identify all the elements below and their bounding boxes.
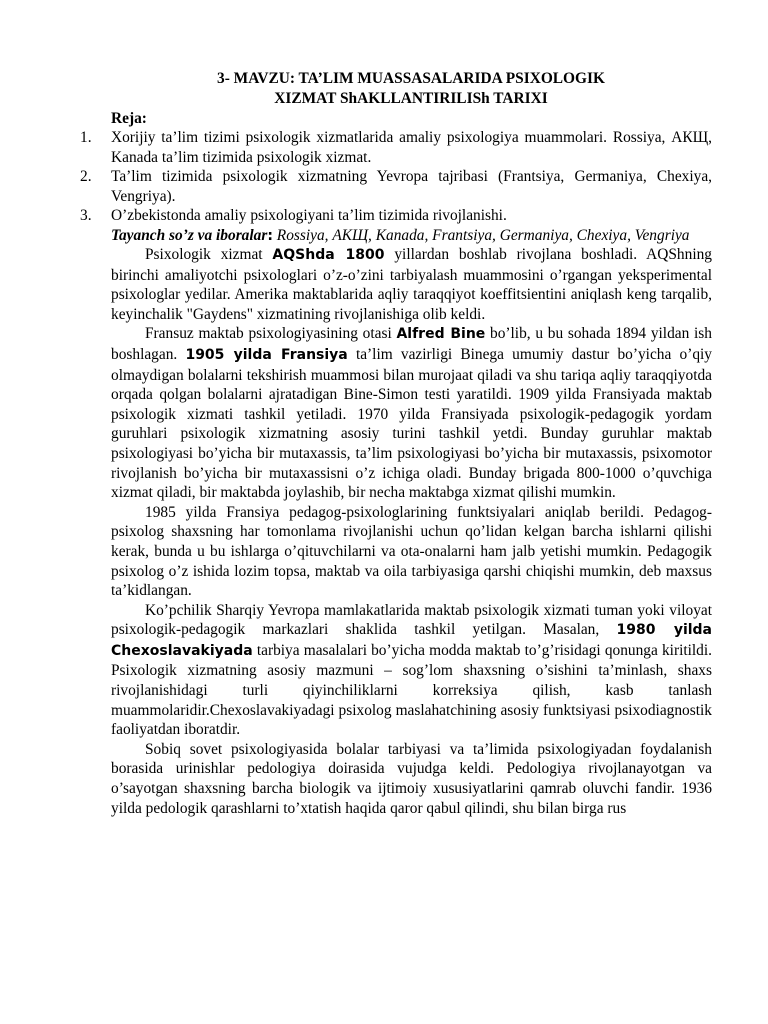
paragraph-text: yillardan boshlab rivojlana boshladi. AQShning birinchi amaliyotchi psixologlari o’z-o’zini tarbiyalash muammosini o’rgangan yeksperimental psixologlar yedilar. Amerika maktablarida aqliy taraqqiyot koeffitsientini aniqlash keng tarqalib, keyinchalik "Gaydens" xizmatining rivojlanishiga olib keldi. — [111, 246, 712, 323]
paragraph-text: 1985 yilda Fransiya pedagog-psixologlarining funktsiyalari aniqlab berildi. Pedagog-psixolog shaxsning har tomonlama rivojlanishi uchun qo’lidan kelgan barcha ishlarni qilishi kerak, bunda u bu ishlarga o’qituvchilarni va ota-onalarni ham jalb yetishi mumkin. Pedagogik psixolog o’z ishida lozim topsa, maktab va oila tarbiyasiga qarshi chiqishi mumkin, deb maxsus ta’kidlangan. — [111, 503, 712, 600]
plan-list — [80, 128, 712, 247]
keywords-label: Tayanch so’z va iboralar — [111, 226, 268, 244]
bold-phrase: Alfred Bine — [396, 326, 486, 343]
keywords-line — [80, 226, 712, 247]
paragraph-1 — [111, 245, 712, 324]
plan-item-number: 2. — [80, 168, 92, 186]
bold-phrase: AQShda 1800 — [272, 247, 385, 263]
paragraph-2 — [111, 324, 712, 502]
keywords-colon: : — [267, 227, 273, 244]
plan-item-number: 1. — [80, 129, 92, 146]
plan-item-text: Xorijiy ta’lim tizimi psixologik xizmatlarida amaliy psixologiya muammolari. Rossiya, АКЩ, Kanada ta’lim tizimida psixologik xizmat. — [111, 129, 712, 166]
document-title — [111, 69, 711, 108]
paragraph-text: Ko’pchilik Sharqiy Yevropa mamlakatlarida maktab psixologik xizmati tuman yoki viloyat psixologik-pedagogik markazlari shaklida tashkil yetilgan. Masalan, — [111, 601, 712, 639]
paragraph-text: ta’lim vazirligi Binega umumiy dastur bo’yicha o’qiy olmaydigan bolalarni tekshirish muammosi bilan murojaat qiladi va shu tariqa aqliy taraqqiyotda orqada qolgan bolalarni ajratadigan Bine-Simon testi yaratildi. 1909 yilda Fransiyada maktab psixologik xizmati tashkil yetiladi. 1970 yilda Fransiyada psixologik-pedagogik yordam guruhlari psixologik xizmatning asosiy turini tashkil yetdi. Bunday guruhlar maktab psixologiyasi bo’yicha bir mutaxassis, ta’lim psixologiyasi bo’yicha bir mutaxassis, psixomotor rivojlanish bo’yicha bir mutaxassisni o’z ichiga oladi. Bunday brigada 800-1000 o’quvchiga xizmat qiladi, bir maktabda joylashib, bir necha maktabga xizmat qilishi mumkin. — [111, 345, 712, 502]
paragraph-text: Sobiq sovet psixologiyasida bolalar tarbiyasi va ta’limida psixologiyadan foydalanish borasida urinishlar pedologiya doirasida vujudga keldi. Pedologiya rivojlanayotgan va o’sayotgan shaxsning barcha biologik va ijtimoiy xususiyatlarini qamrab oluvchi fandir. 1936 yilda pedologik qarashlarni to’xtatish haqida qaror qabul qilindi, shu bilan birga rus — [111, 740, 712, 817]
bold-phrase: 1905 yilda Fransiya — [185, 346, 348, 363]
paragraph-5 — [111, 740, 712, 818]
paragraph-4 — [111, 601, 712, 740]
plan-item-number: 3. — [80, 207, 92, 225]
paragraph-text: Psixologik xizmat — [145, 246, 273, 263]
plan-item-text: Ta’lim tizimida psixologik xizmatning Yevropa tajribasi (Frantsiya, Germaniya, Chexiya, Vengriya). — [111, 168, 712, 205]
paragraph-3 — [111, 503, 712, 601]
plan-heading: Reja: — [111, 110, 147, 127]
plan-item — [80, 206, 712, 226]
title-line-2: XIZMAT ShAKLLANTIRILISh TARIXI — [274, 89, 548, 107]
document-body — [111, 245, 712, 818]
paragraph-text: bo’lib, u bu sohada 1894 yildan ish boshlagan. — [111, 325, 712, 363]
paragraph-text: tarbiya masalalari bo’yicha modda maktab to’g’risidagi qonunga kiritildi. Psixologik xizmatning asosiy mazmuni – sog’lom shaxsning o’sishini ta’minlash, shaxs rivojlanishidagi turli qiyinchiliklarni korreksiya qilish, kasb tanlash muammolaridir.Chexoslavakiyadagi psixolog maslahatchining asosiy funktsiyasi psixodiagnostik faoliyatdan iboratdir. — [111, 641, 712, 739]
plan-item — [80, 128, 712, 167]
plan-item — [80, 167, 712, 206]
plan-item-text: O’zbekistonda amaliy psixologiyani ta’lim tizimida rivojlanishi. — [111, 207, 507, 225]
title-line-1: 3- MAVZU: TA’LIM MUASSASALARIDA PSIXOLOGIK — [217, 70, 605, 87]
paragraph-text: Fransuz maktab psixologiyasining otasi — [145, 325, 397, 343]
keywords-text: Rossiya, АКЩ, Kanada, Frantsiya, Germaniya, Chexiya, Vengriya — [272, 226, 690, 244]
bold-phrase: 1980 yilda Chexoslavakiyada — [111, 622, 713, 659]
